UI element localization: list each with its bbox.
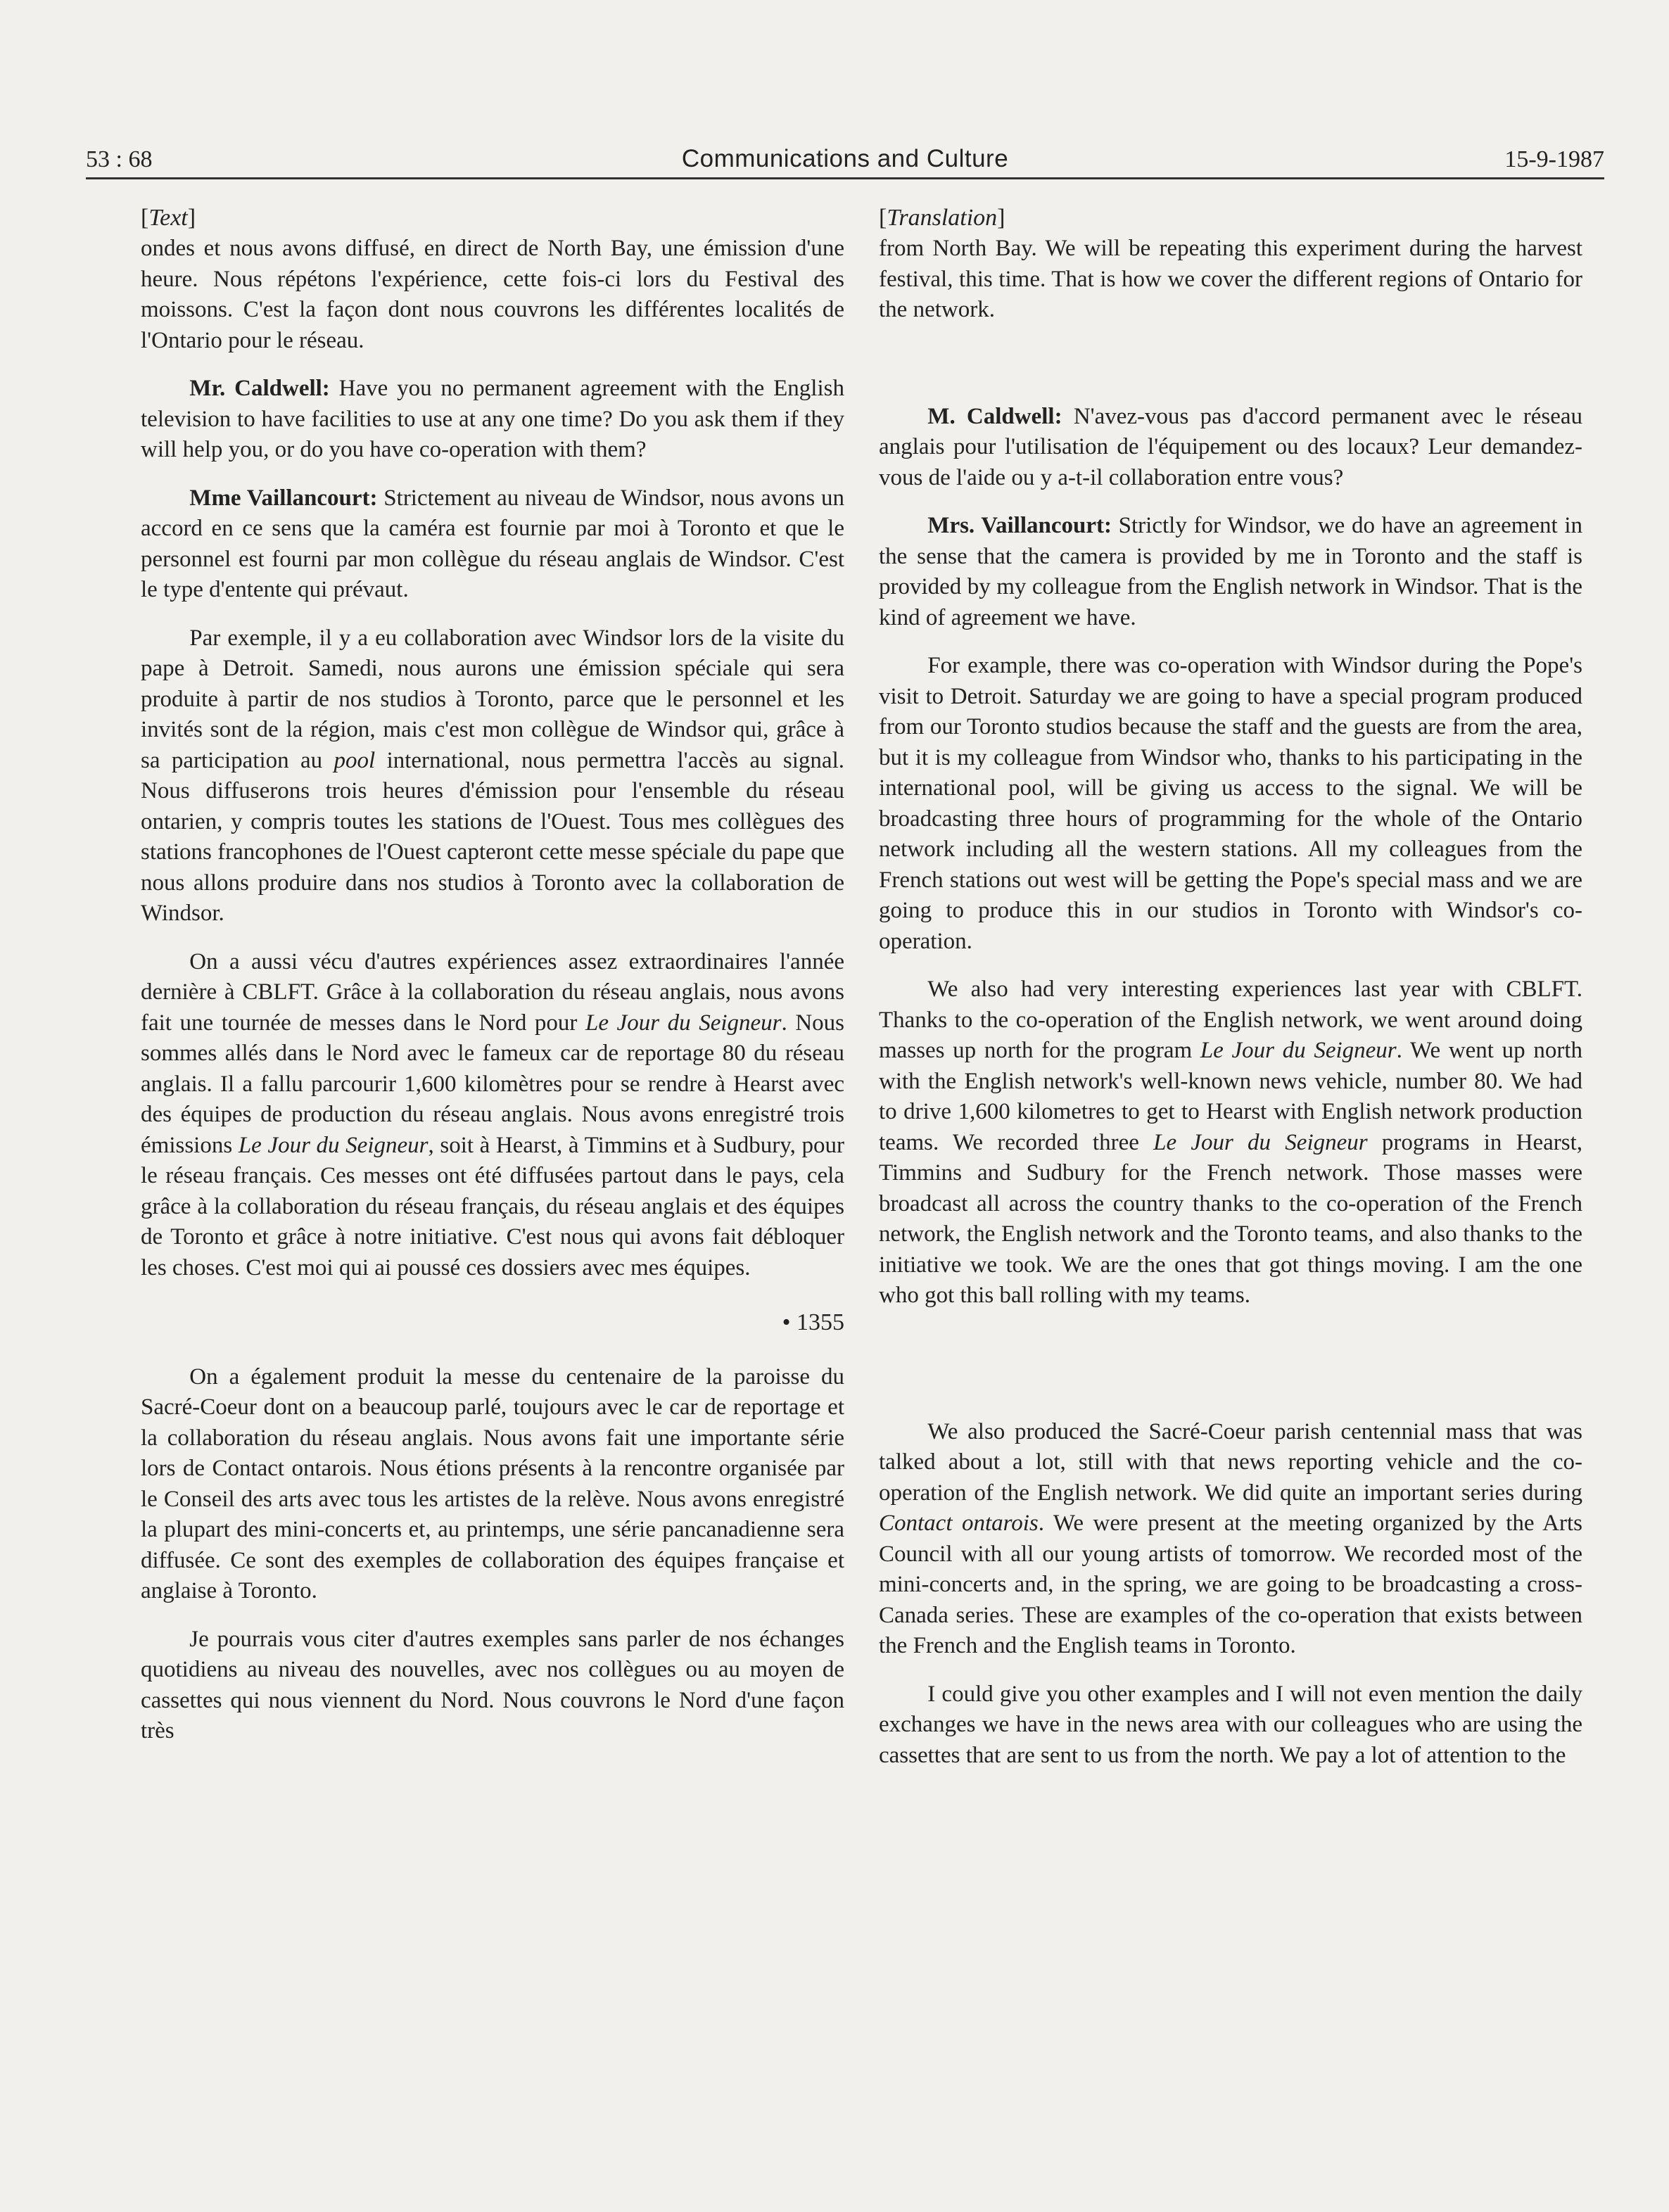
paragraph: Mrs. Vaillancourt: Strictly for Windsor, we do have an agreement in the sense that the camera is provided by me in Toronto and the staff is provided by my colleague from the English network in Windsor. That is the kind of agreement we have. — [879, 513, 1583, 630]
translation-column — [879, 203, 1582, 1788]
column-label: [Translation] — [879, 205, 1005, 231]
page-folio: 53 : 68 — [86, 146, 153, 172]
paragraph: ondes et nous avons diffusé, en direct de North Bay, une émission d'une heure. Nous répétons l'expérience, cette fois-ci lors du Festival des moissons. C'est la façon dont nous couvrons les différentes localités de l'Ontario pour le réseau. — [141, 236, 844, 353]
speaker-name: Mr. Caldwell: — [189, 376, 330, 401]
speaker-name: M. Caldwell: — [927, 403, 1062, 429]
page-title: Communications and Culture — [681, 145, 1009, 172]
time-marker: • 1355 — [782, 1309, 844, 1335]
paragraph: We also produced the Sacré-Coeur parish centennial mass that was talked about a lot, still with that news reporting vehicle and the co-operation of the English network. We did quite an important series during Contact ontarois. We were present at the meeting organized by the Arts Council with all our young artists of tomorrow. We recorded most of the mini-concerts and, in the spring, we are going to be broadcasting a cross-Canada series. These are examples of the co-operation that exists between the French and the English teams in Toronto. — [879, 1418, 1582, 1658]
paragraph: from North Bay. We will be repeating this experiment during the harvest festival, this time. That is how we cover the different regions of Ontario for the network. — [879, 236, 1582, 322]
paragraph: Mme Vaillancourt: Strictement au niveau de Windsor, nous avons un accord en ce sens que la caméra est fournie par moi à Toronto et que le personnel est fourni par mon collègue du réseau anglais de Windsor. C'est le type d'entente qui prévaut. — [141, 485, 844, 602]
text-column — [141, 203, 844, 1765]
page-header — [86, 141, 1604, 179]
paragraph: M. Caldwell: N'avez-vous pas d'accord permanent avec le réseau anglais pour l'utilisation de l'équipement ou des locaux? Leur demandez-vous de l'aide ou y a-t-il collaboration entre vous? — [879, 403, 1582, 490]
paragraph: On a également produit la messe du centenaire de la paroisse du Sacré-Coeur dont on a beaucoup parlé, toujours avec le car de reportage et la collaboration du réseau anglais. Nous avons fait une importante série lors de Contact ontarois. Nous étions présents à la rencontre organisée par le Conseil des arts avec tous les artistes de la relève. Nous avons enregistré la plupart des mini-concerts et, au printemps, une série pancanadienne sera diffusée. Ce sont des exemples de collaboration des équipes française et anglaise à Toronto. — [141, 1364, 844, 1603]
column-label: [Text] — [141, 205, 196, 231]
page-date: 15-9-1987 — [1504, 146, 1604, 172]
paragraph: Je pourrais vous citer d'autres exemples sans parler de nos échanges quotidiens au niveau des nouvelles, avec nos collègues ou au moyen de cassettes qui nous viennent du Nord. Nous couvrons le Nord d'une façon très — [141, 1626, 844, 1743]
paragraph: We also had very interesting experiences last year with CBLFT. Thanks to the co-operation of the English network, we went around doing masses up north for the program Le Jour du Seigneur. We went up north with the English network's well-known news vehicle, number 80. We had to drive 1,600 kilometres to get to Hearst with English network production teams. We recorded three Le Jour du Seigneur programs in Hearst, Timmins and Sudbury for the French network. Those masses were broadcast all across the country thanks to the co-operation of the French network, the English network and the Toronto teams, and also thanks to the initiative we took. We are the ones that got things moving. I am the one who got this ball rolling with my teams. — [879, 977, 1582, 1308]
paragraph: I could give you other examples and I will not even mention the daily exchanges we have in the news area with our colleagues who are using the cassettes that are sent to us from the north. We pay a lot of attention to the — [879, 1681, 1582, 1768]
paragraph: Mr. Caldwell: Have you no permanent agreement with the English television to have facilities to use at any one time? Do you ask them if they will help you, or do you have co-operation with them? — [141, 376, 844, 462]
speaker-name: Mme Vaillancourt: — [189, 485, 378, 511]
paragraph: On a aussi vécu d'autres expériences assez extraordinaires l'année dernière à CBLFT. Grâce à la collaboration du réseau anglais, nous avons fait une tournée de messes dans le Nord pour Le Jour du Seigneur. Nous sommes allés dans le Nord avec le fameux car de reportage 80 du réseau anglais. Il a fallu parcourir 1,600 kilomètres pour se rendre à Hearst avec des équipes de production du réseau anglais. Nous avons enregistré trois émissions Le Jour du Seigneur, soit à Hearst, à Timmins et à Sudbury, pour le réseau français. Ces messes ont été diffusées partout dans le pays, cela grâce à la collaboration du réseau français, du réseau anglais et des équipes de Toronto et grâce à notre initiative. C'est nous qui avons fait débloquer les choses. C'est moi qui ai poussé ces dossiers avec mes équipes. — [141, 948, 845, 1280]
paragraph: For example, there was co-operation with Windsor during the Pope's visit to Detroit. Saturday we are going to have a special program produced from our Toronto studios because the staff and the guests are from the area, but it is my colleague from Windsor who, thanks to his participating in the international pool, will be giving us access to the signal. We will be broadcasting three hours of programming for the whole of the Ontario network including all the western stations. All my colleagues from the French stations out west will be getting the Pope's special mass and we are going to produce this in our studios in Toronto with Windsor's co-operation. — [879, 653, 1582, 954]
paragraph: Par exemple, il y a eu collaboration avec Windsor lors de la visite du pape à Detroit. Samedi, nous aurons une émission spéciale qui sera produite à partir de nos studios à Toronto, parce que le personnel et les invités sont de la région, mais c'est mon collègue de Windsor qui, grâce à sa participation au pool international, nous permettra l'accès au signal. Nous diffuserons trois heures d'émission pour l'ensemble du réseau ontarien, y compris toutes les stations de l'Ouest. Tous mes collègues des stations francophones de l'Ouest capteront cette messe spéciale du pape que nous allons produire dans nos studios à Toronto avec la collaboration de Windsor. — [141, 625, 844, 926]
speaker-name: Mrs. Vaillancourt: — [927, 513, 1112, 538]
